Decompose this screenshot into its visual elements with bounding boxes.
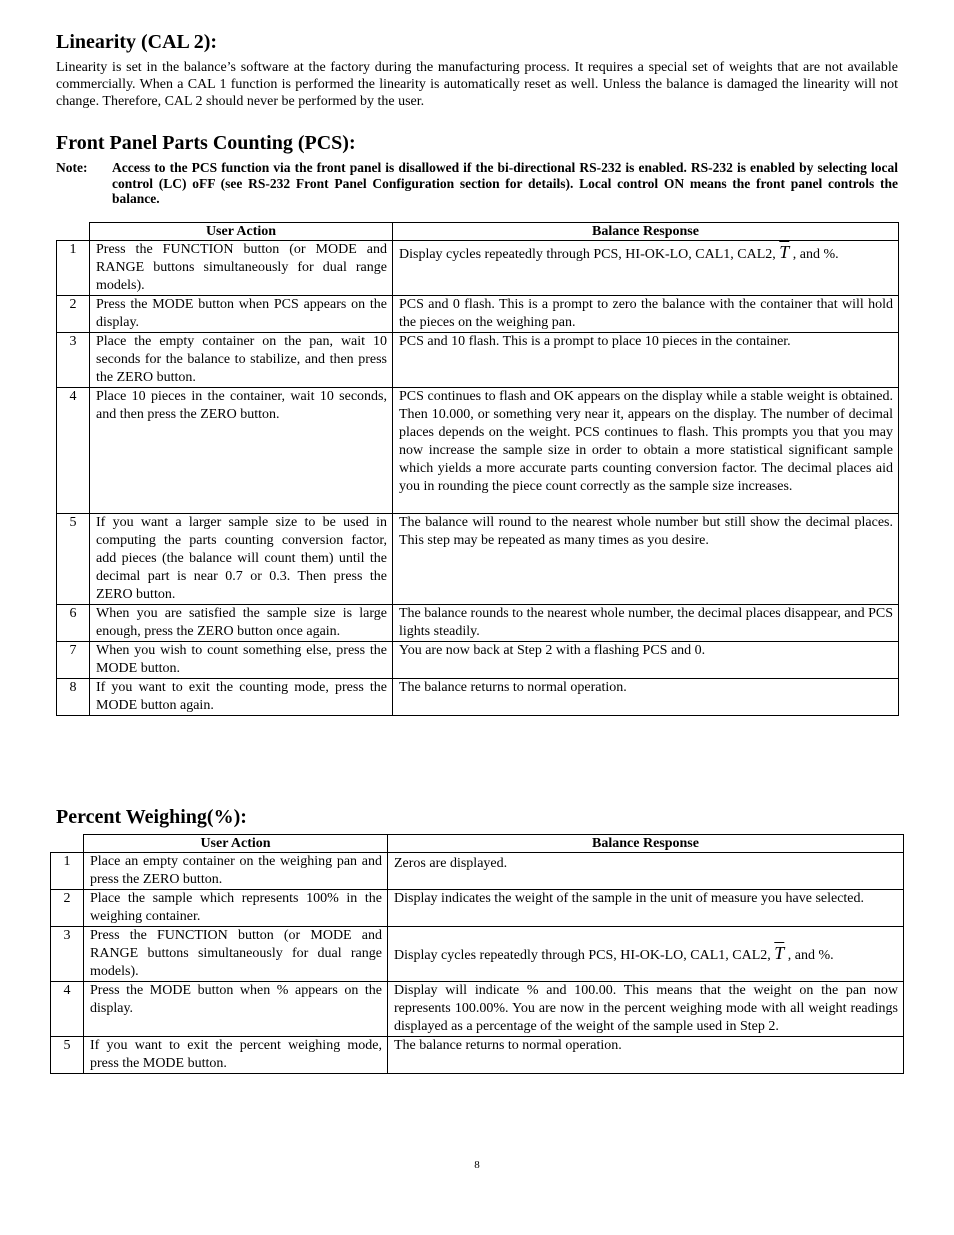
step-number: 6 [57,605,90,642]
step-number: 5 [57,514,90,605]
step-number: 2 [57,296,90,333]
table-row [57,333,899,388]
user-action: Press the FUNCTION button (or MODE and RANGE buttons simultaneously for dual range models). [90,241,393,296]
table-row [57,679,899,716]
balance-response: Display indicates the weight of the sample in the unit of measure you have selected. [388,890,904,927]
table-row [51,982,904,1037]
balance-response: You are now back at Step 2 with a flashing PCS and 0. [393,642,899,679]
tare-symbol: $\overline{T}$ [779,242,790,262]
step-number: 5 [51,1037,84,1074]
user-action: Place the empty container on the pan, wait 10 seconds for the balance to stabilize, and then press the ZERO button. [90,333,393,388]
balance-response [388,927,904,982]
user-action: Place the sample which represents 100% in the weighing container. [84,890,388,927]
table-row [57,296,899,333]
step-number: 2 [51,890,84,927]
balance-response: The balance will round to the nearest whole number but still show the decimal places. This step may be repeated as many times as you desire. [393,514,899,605]
user-action: When you wish to count something else, press the MODE button. [90,642,393,679]
step-number: 3 [57,333,90,388]
user-action: If you want to exit the percent weighing mode, press the MODE button. [84,1037,388,1074]
user-action: Press the MODE button when % appears on the display. [84,982,388,1037]
note-text: Access to the PCS function via the front panel is disallowed if the bi-directional RS-232 is enabled. RS-232 is enabled by selecting local control (LC) oFF (see RS-232 Front Panel Configuration section for details). Local control ON means the front panel controls the balance. [112,160,898,206]
step-number: 4 [57,388,90,514]
user-action: If you want a larger sample size to be used in computing the parts counting conversion factor, add pieces (the balance will count them) until the decimal part is near 0.7 or 0.3. Then press the ZERO button. [90,514,393,605]
header-blank [51,835,84,853]
step-number: 3 [51,927,84,982]
header-user-action: User Action [84,835,388,853]
step-number: 1 [57,241,90,296]
pcs-heading: Front Panel Parts Counting (PCS): [56,132,356,154]
tare-symbol: $\overline{T}$ [774,942,785,963]
balance-response: PCS continues to flash and OK appears on the display while a stable weight is obtained. Then 10.000, or something very near it, appears on the display. The number of decimal places depends on the weight. PCS continues to flash. This prompts you that you may now increase the sample size in order to obtain a more statistical significant sample which yields a more accurate parts counting conversion factor. The decimal places aid you in rounding the piece count correctly as the sample size increases. [393,388,899,514]
user-action: If you want to exit the counting mode, press the MODE button again. [90,679,393,716]
table-row [51,890,904,927]
user-action: Press the MODE button when PCS appears on the display. [90,296,393,333]
table-row [57,514,899,605]
step-number: 8 [57,679,90,716]
step-number: 1 [51,853,84,890]
pcs-note [56,160,898,207]
header-blank [57,223,90,241]
balance-response: The balance returns to normal operation. [388,1037,904,1074]
user-action: When you are satisfied the sample size is large enough, press the ZERO button once again. [90,605,393,642]
balance-response: The balance returns to normal operation. [393,679,899,716]
page-number: 8 [474,1159,480,1171]
table-row [57,605,899,642]
balance-response: Display will indicate % and 100.00. This means that the weight on the pan now represents 100.00%. You are now in the percent weighing mode with all weight readings displayed as a percentage of the weight of the sample used in Step 2. [388,982,904,1037]
table-row [57,388,899,514]
table-row [51,927,904,982]
header-balance-response: Balance Response [388,835,904,853]
balance-response: Zeros are displayed. [388,853,904,890]
pcs-table [56,222,899,716]
balance-response: The balance rounds to the nearest whole number, the decimal places disappear, and PCS lights steadily. [393,605,899,642]
balance-response [393,241,899,296]
user-action: Place 10 pieces in the container, wait 10 seconds, and then press the ZERO button. [90,388,393,514]
response-text: Display cycles repeatedly through PCS, HI-OK-LO, CAL1, CAL2, [399,247,780,262]
user-action: Place an empty container on the weighing pan and press the ZERO button. [84,853,388,890]
table-row [51,1037,904,1074]
response-text-end: , and %. [789,247,839,262]
table-row [51,853,904,890]
step-number: 7 [57,642,90,679]
percent-table [50,834,904,1074]
table-row [57,241,899,296]
table-row [57,642,899,679]
header-user-action: User Action [90,223,393,241]
cal2-paragraph: Linearity is set in the balance’s software at the factory during the manufacturing process. It requires a special set of weights that are not available commercially. When a CAL 1 function is performed the linearity is automatically reset as well. Unless the balance is damaged the linearity will not change. Therefore, CAL 2 should never be performed by the user. [56,60,898,109]
response-text-end: , and %. [784,947,834,963]
response-text: Display cycles repeatedly through PCS, HI-OK-LO, CAL1, CAL2, [394,947,775,963]
note-label: Note: [56,160,88,175]
pcs-table-header [57,223,899,241]
balance-response: PCS and 10 flash. This is a prompt to place 10 pieces in the container. [393,333,899,388]
percent-table-header [51,835,904,853]
balance-response: PCS and 0 flash. This is a prompt to zero the balance with the container that will hold the pieces on the weighing pan. [393,296,899,333]
cal2-heading: Linearity (CAL 2): [56,31,218,53]
header-balance-response: Balance Response [393,223,899,241]
user-action: Press the FUNCTION button (or MODE and RANGE buttons simultaneously for dual range models). [84,927,388,982]
step-number: 4 [51,982,84,1037]
percent-heading: Percent Weighing(%): [56,806,247,828]
